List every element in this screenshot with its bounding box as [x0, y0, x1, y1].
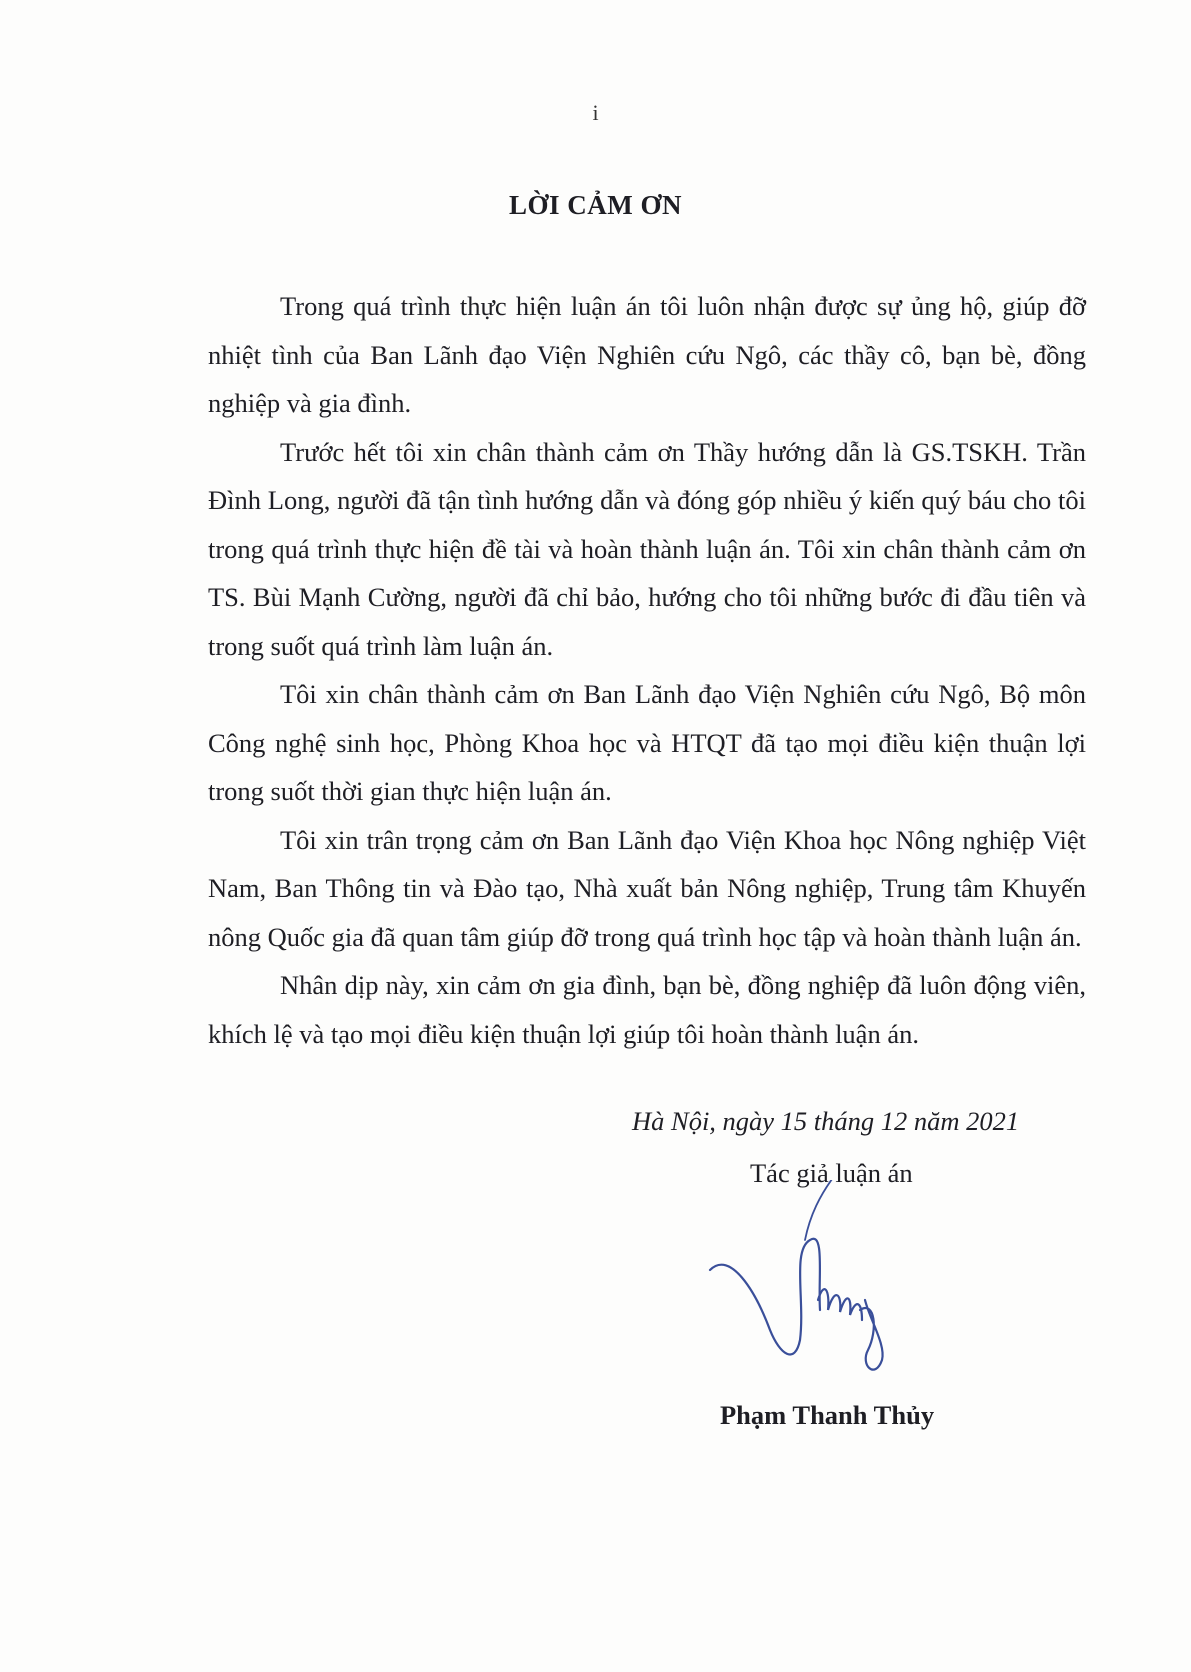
paragraph-3: Tôi xin chân thành cảm ơn Ban Lãnh đạo Viện Nghiên cứu Ngô, Bộ môn Công nghệ sinh học, Phòng Khoa học và HTQT đã tạo mọi điều kiện thuận lợi trong suốt thời gian thực hiện luận án.: [208, 679, 1086, 806]
paragraph-5: Nhân dịp này, xin cảm ơn gia đình, bạn bè, đồng nghiệp đã luôn động viên, khích lệ và tạo mọi điều kiện thuận lợi giúp tôi hoàn thành luận án.: [208, 970, 1086, 1049]
signature-icon: [700, 1180, 940, 1380]
place-date: Hà Nội, ngày 15 tháng 12 năm 2021: [632, 1106, 1020, 1136]
author-name: Phạm Thanh Thủy: [720, 1400, 935, 1430]
page-number: i: [592, 100, 599, 125]
author-label: Tác giả luận án: [750, 1158, 913, 1188]
paragraph-1: Trong quá trình thực hiện luận án tôi luôn nhận được sự ủng hộ, giúp đỡ nhiệt tình của Ban Lãnh đạo Viện Nghiên cứu Ngô, các thầy cô, bạn bè, đồng nghiệp và gia đình.: [208, 291, 1086, 418]
page-title: LỜI CẢM ƠN: [509, 190, 682, 220]
paragraph-4: Tôi xin trân trọng cảm ơn Ban Lãnh đạo Viện Khoa học Nông nghiệp Việt Nam, Ban Thông tin và Đào tạo, Nhà xuất bản Nông nghiệp, Trung tâm Khuyến nông Quốc gia đã quan tâm giúp đỡ trong quá trình học tập và hoàn thành luận án.: [208, 824, 1086, 952]
paragraph-2: Trước hết tôi xin chân thành cảm ơn Thầy hướng dẫn là GS.TSKH. Trần Đình Long, người đã tận tình hướng dẫn và đóng góp nhiều ý kiến quý báu cho tôi trong quá trình thực hiện đề tài và hoàn thành luận án. Tôi xin chân thành cảm ơn TS. Bùi Mạnh Cường, người đã chỉ bảo, hướng cho tôi những bước đi đầu tiên và trong suốt quá trình làm luận án.: [208, 436, 1086, 661]
acknowledgement-body: [208, 282, 1086, 1058]
